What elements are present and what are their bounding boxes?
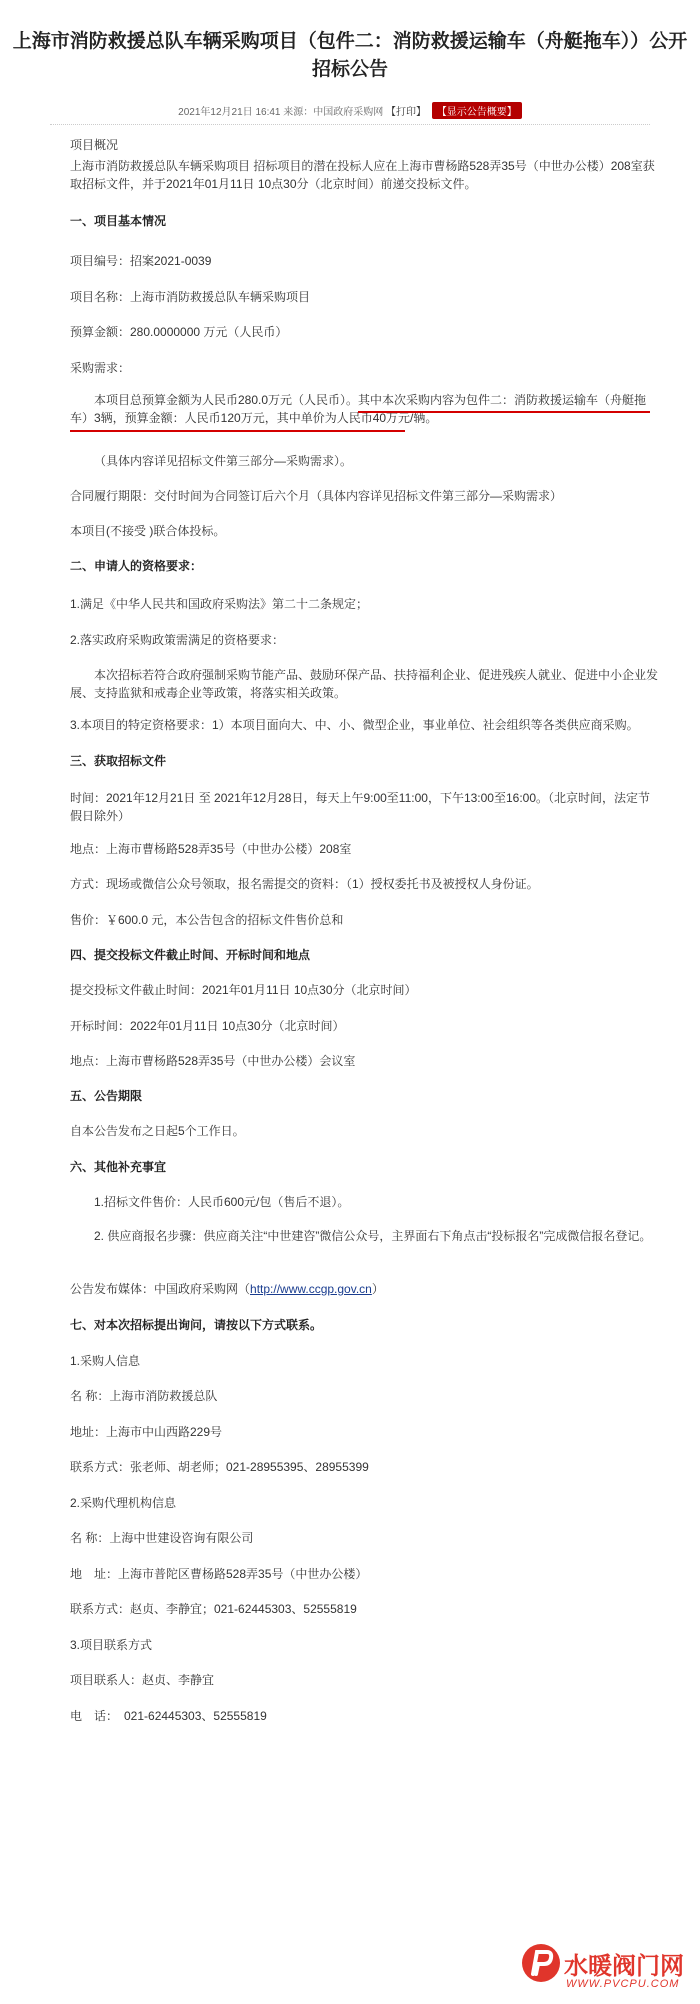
demand-note: （具体内容详见招标文件第三部分—采购需求）。 [94, 454, 353, 468]
title-divider [50, 124, 650, 125]
publish-info: 2021年12月21日 16:41 来源：中国政府采购网 [178, 107, 384, 118]
purchaser-contact: 联系方式：张老师、胡老师；021-28955395、28955399 [70, 1460, 369, 1474]
qualification-2-text: 本次招标若符合政府强制采购节能产品、鼓励环保产品、扶持福利企业、促进残疾人就业、促进中小企业发展、支持监狱和戒毒企业等政策，将落实相关政策。 [70, 668, 659, 700]
project-contact-person: 项目联系人：赵贞、李静宜 [70, 1673, 215, 1687]
section-2-heading: 二、申请人的资格要求： [70, 559, 203, 573]
highlight-underline-2 [70, 430, 405, 432]
qualification-1: 1.满足《中华人民共和国政府采购法》第二十二条规定； [70, 597, 369, 611]
print-link[interactable]: 【打印】 [386, 107, 427, 118]
consortium-note: 本项目(不接受 )联合体投标。 [70, 524, 226, 538]
contract-period: 合同履行期限：交付时间为合同签订后六个月（具体内容详见招标文件第三部分—采购需求） [70, 489, 563, 503]
budget-amount: 预算金额：280.0000000 万元（人民币） [70, 325, 288, 339]
demand-text: 本项目总预算金额为人民币280.0万元（人民币）。其中本次采购内容为包件二：消防救援运输车（舟艇拖车）3辆，预算金额：人民币120万元，其中单价为人民币40万元/辆。 [70, 393, 647, 425]
section-1-heading: 一、项目基本情况 [70, 214, 167, 228]
title-line-2: 招标公告 [311, 59, 388, 80]
section-3-heading: 三、获取招标文件 [70, 754, 167, 768]
supplement-1: 1.招标文件售价：人民币600元/包（售后不退）。 [94, 1195, 350, 1209]
project-number: 项目编号：招案2021-0039 [70, 254, 212, 268]
ccgp-link[interactable]: http://www.ccgp.gov.cn [250, 1282, 372, 1296]
obtain-method: 方式：现场或微信公众号领取，报名需提交的资料：（1）授权委托书及被授权人身份证。 [70, 877, 539, 891]
obtain-time: 时间：2021年12月21日 至 2021年12月28日，每天上午9:00至11:00，下午13:00至16:00。（北京时间，法定节假日除外） [70, 791, 651, 823]
highlight-underline-1 [358, 411, 650, 413]
section-7-heading: 七、对本次招标提出询问，请按以下方式联系。 [70, 1318, 323, 1332]
submission-deadline: 提交投标文件截止时间：2021年01月11日 10点30分（北京时间） [70, 983, 417, 997]
announcement-period: 自本公告发布之日起5个工作日。 [70, 1124, 245, 1138]
project-name: 项目名称：上海市消防救援总队车辆采购项目 [70, 290, 311, 304]
section-4-heading: 四、提交投标文件截止时间、开标时间和地点 [70, 948, 311, 962]
watermark-url: WWW.PVCPU.COM [566, 1978, 680, 1990]
page-title [0, 28, 700, 84]
agency-address: 地 址：上海市普陀区曹杨路528弄35号（中世办公楼） [70, 1567, 368, 1581]
purchaser-label: 1.采购人信息 [70, 1354, 141, 1368]
section-6-heading: 六、其他补充事宜 [70, 1160, 167, 1174]
purchaser-address: 地址：上海市中山西路229号 [70, 1425, 223, 1439]
agency-contact: 联系方式：赵贞、李静宜；021-62445303、52555819 [70, 1602, 357, 1616]
watermark [520, 1940, 690, 1996]
opening-place: 地点：上海市曹杨路528弄35号（中世办公楼）会议室 [70, 1054, 356, 1068]
watermark-logo-icon [520, 1942, 562, 1984]
section-5-heading: 五、公告期限 [70, 1089, 143, 1103]
publish-media-suffix: ） [371, 1282, 384, 1296]
overview-text: 上海市消防救援总队车辆采购项目 招标项目的潜在投标人应在上海市曹杨路528弄35号（中世办公楼）208室获取招标文件，并于2021年01月11日 10点30分（北京时间）前递交投标文件。 [70, 159, 655, 191]
opening-time: 开标时间：2022年01月11日 10点30分（北京时间） [70, 1019, 345, 1033]
agency-label: 2.采购代理机构信息 [70, 1496, 177, 1510]
title-line-1: 上海市消防救援总队车辆采购项目（包件二：消防救援运输车（舟艇拖车））公开 [12, 31, 688, 52]
obtain-place: 地点：上海市曹杨路528弄35号（中世办公楼）208室 [70, 842, 352, 856]
qualification-3: 3.本项目的特定资格要求：1）本项目面向大、中、小、微型企业，事业单位、社会组织等各类供应商采购。 [70, 718, 639, 732]
document-price: 售价：￥600.0 元，本公告包含的招标文件售价总和 [70, 913, 344, 927]
overview-label: 项目概况 [70, 138, 119, 152]
project-contact-label: 3.项目联系方式 [70, 1638, 153, 1652]
watermark-name: 水暖阀门网 [564, 1952, 684, 1980]
article-meta [0, 102, 700, 119]
show-summary-button[interactable]: 【显示公告概要】 [432, 102, 522, 119]
purchaser-name: 名 称：上海市消防救援总队 [70, 1389, 218, 1403]
publish-media-prefix: 公告发布媒体：中国政府采购网（ [70, 1282, 251, 1296]
project-contact-phone: 电 话： 021-62445303、52555819 [70, 1709, 267, 1723]
qualification-2: 2.落实政府采购政策需满足的资格要求： [70, 633, 285, 647]
supplement-2: 2. 供应商报名步骤：供应商关注“中世建咨”微信公众号，主界面右下角点击“投标报名”完成微信报名登记。 [94, 1229, 652, 1243]
publish-media [70, 1280, 660, 1298]
agency-name: 名 称：上海中世建设咨询有限公司 [70, 1531, 254, 1545]
demand-label: 采购需求： [70, 361, 131, 375]
